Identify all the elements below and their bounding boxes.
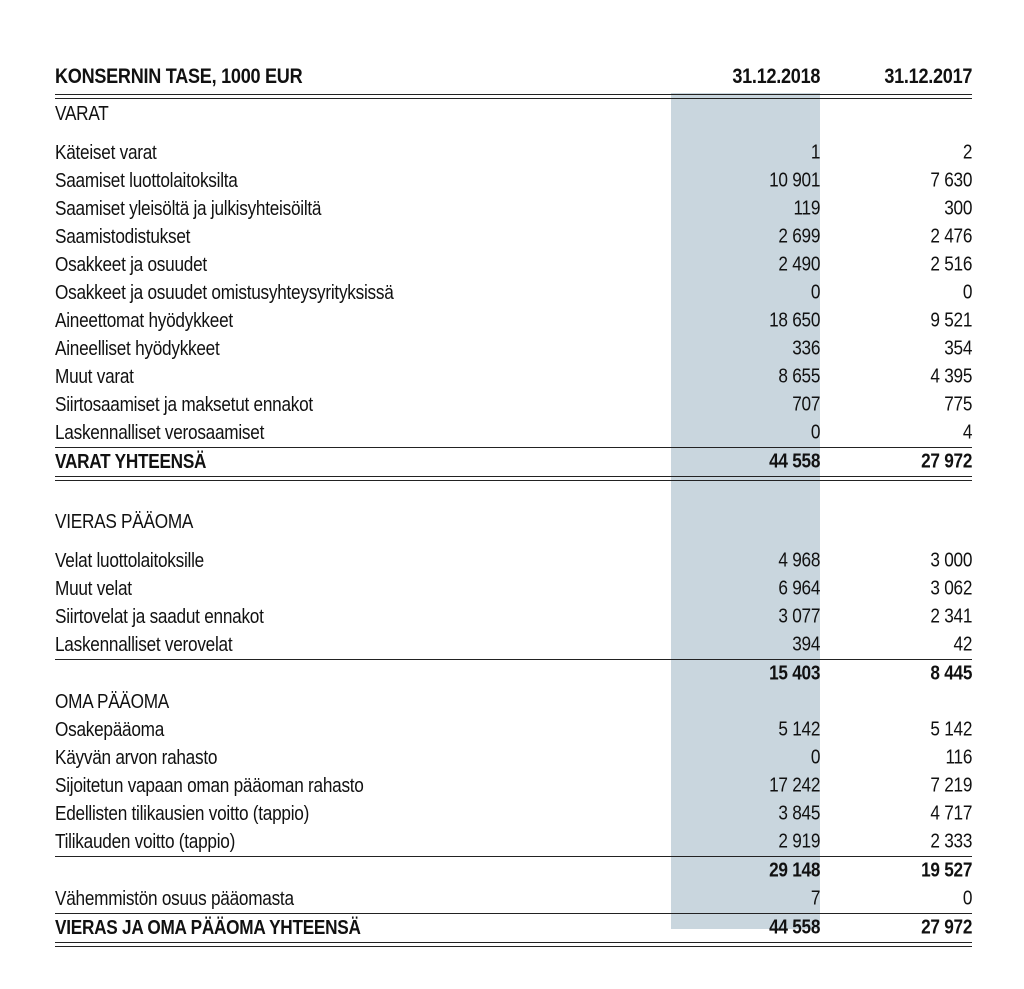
table-row	[55, 603, 972, 631]
row-label: Muut velat	[55, 577, 132, 600]
table-row	[55, 363, 972, 391]
balance-sheet-table	[55, 60, 972, 947]
row-label: Käyvän arvon rahasto	[55, 746, 218, 769]
value-2017: 2	[962, 141, 973, 164]
table-row	[55, 547, 972, 575]
table-row	[55, 772, 972, 800]
value-2018: 3 845	[778, 802, 821, 825]
row-label: Laskennalliset verosaamiset	[55, 421, 265, 444]
value-2017: 2 516	[930, 253, 973, 276]
grand-total-double-line	[55, 942, 972, 947]
value-2017: 775	[944, 393, 973, 416]
section-label: OMA PÄÄOMA	[55, 690, 170, 713]
table-row	[55, 167, 972, 195]
section-title-liabilities	[55, 507, 972, 537]
table-row	[55, 251, 972, 279]
value-2017: 300	[944, 197, 973, 220]
value-2018: 0	[810, 746, 821, 769]
value-2018: 10 901	[769, 169, 821, 192]
value-2018: 707	[792, 393, 821, 416]
value-2017: 42	[953, 633, 973, 656]
value-2018: 2 490	[778, 253, 821, 276]
table-row	[55, 800, 972, 828]
row-label: VARAT YHTEENSÄ	[55, 450, 207, 473]
table-row	[55, 335, 972, 363]
table-row	[55, 631, 972, 659]
row-label: Tilikauden voitto (tappio)	[55, 830, 236, 853]
row-label: Siirtovelat ja saadut ennakot	[55, 605, 264, 628]
row-label: Laskennalliset verovelat	[55, 633, 233, 656]
table-row	[55, 828, 972, 856]
row-label: Käteiset varat	[55, 141, 157, 164]
table-row	[55, 716, 972, 744]
value-2018: 2 699	[778, 225, 821, 248]
equity-subtotal-row	[55, 857, 972, 885]
value-2018: 4 968	[778, 549, 821, 572]
value-2018: 5 142	[778, 718, 821, 741]
value-2017: 27 972	[921, 450, 973, 473]
row-label: Vähemmistön osuus pääomasta	[55, 887, 294, 910]
value-2017: 7 630	[930, 169, 973, 192]
table-title: KONSERNIN TASE, 1000 EUR	[55, 65, 303, 88]
row-label: Osakkeet ja osuudet omistusyhteysyrityksissä	[55, 281, 394, 304]
row-label: Siirtosaamiset ja maksetut ennakot	[55, 393, 313, 416]
value-2017: 7 219	[930, 774, 973, 797]
column-header-2018: 31.12.2018	[732, 65, 821, 88]
value-2017: 27 972	[921, 916, 973, 939]
value-2017: 0	[962, 281, 973, 304]
row-label: VIERAS JA OMA PÄÄOMA YHTEENSÄ	[55, 916, 361, 939]
table-row	[55, 419, 972, 447]
value-2017: 2 341	[930, 605, 973, 628]
assets-total-row	[55, 448, 972, 476]
section-title-assets	[55, 99, 972, 129]
row-label: Saamiset yleisöltä ja julkisyhteisöiltä	[55, 197, 322, 220]
section-label: VARAT	[55, 102, 109, 125]
equity-rows	[55, 716, 972, 856]
value-2018: 336	[792, 337, 821, 360]
value-2018: 2 919	[778, 830, 821, 853]
section-label: VIERAS PÄÄOMA	[55, 510, 194, 533]
value-2018: 0	[810, 421, 821, 444]
table-row	[55, 223, 972, 251]
value-2017: 3 000	[930, 549, 973, 572]
value-2017: 5 142	[930, 718, 973, 741]
grand-total-row	[55, 914, 972, 942]
value-2017: 116	[945, 746, 973, 769]
section-title-equity	[55, 688, 972, 716]
value-2018: 17 242	[769, 774, 821, 797]
minority-interest-row	[55, 885, 972, 913]
liabilities-subtotal-row	[55, 660, 972, 688]
row-label: Osakkeet ja osuudet	[55, 253, 207, 276]
row-label: Saamiset luottolaitoksilta	[55, 169, 238, 192]
row-label: Sijoitetun vapaan oman pääoman rahasto	[55, 774, 364, 797]
value-2018: 8 655	[778, 365, 821, 388]
assets-rows	[55, 139, 972, 447]
value-2018: 394	[792, 633, 821, 656]
value-2017: 19 527	[921, 859, 973, 882]
table-header	[55, 60, 972, 94]
table-row	[55, 139, 972, 167]
value-2017: 2 333	[930, 830, 973, 853]
row-label: Osakepääoma	[55, 718, 165, 741]
value-2018: 44 558	[769, 916, 821, 939]
column-header-2017: 31.12.2017	[884, 65, 973, 88]
row-label: Edellisten tilikausien voitto (tappio)	[55, 802, 310, 825]
value-2018: 7	[810, 887, 821, 910]
value-2018: 15 403	[769, 662, 821, 685]
value-2018: 44 558	[769, 450, 821, 473]
value-2018: 6 964	[778, 577, 821, 600]
row-label: Velat luottolaitoksille	[55, 549, 204, 572]
table-row	[55, 279, 972, 307]
value-2017: 9 521	[930, 309, 973, 332]
table-row	[55, 307, 972, 335]
liabilities-rows	[55, 547, 972, 659]
value-2017: 4 717	[930, 802, 973, 825]
table-row	[55, 195, 972, 223]
value-2017: 2 476	[930, 225, 973, 248]
value-2017: 4 395	[930, 365, 973, 388]
row-label: Muut varat	[55, 365, 134, 388]
row-label: Aineelliset hyödykkeet	[55, 337, 220, 360]
value-2017: 4	[962, 421, 973, 444]
value-2018: 3 077	[778, 605, 821, 628]
row-label: Saamistodistukset	[55, 225, 191, 248]
table-row	[55, 744, 972, 772]
value-2017: 8 445	[930, 662, 973, 685]
value-2018: 1	[810, 141, 821, 164]
value-2017: 3 062	[930, 577, 973, 600]
row-label: Aineettomat hyödykkeet	[55, 309, 233, 332]
value-2018: 29 148	[769, 859, 821, 882]
table-row	[55, 391, 972, 419]
value-2018: 0	[810, 281, 821, 304]
value-2017: 354	[944, 337, 973, 360]
value-2018: 119	[793, 197, 821, 220]
value-2017: 0	[962, 887, 973, 910]
table-row	[55, 575, 972, 603]
value-2018: 18 650	[769, 309, 821, 332]
